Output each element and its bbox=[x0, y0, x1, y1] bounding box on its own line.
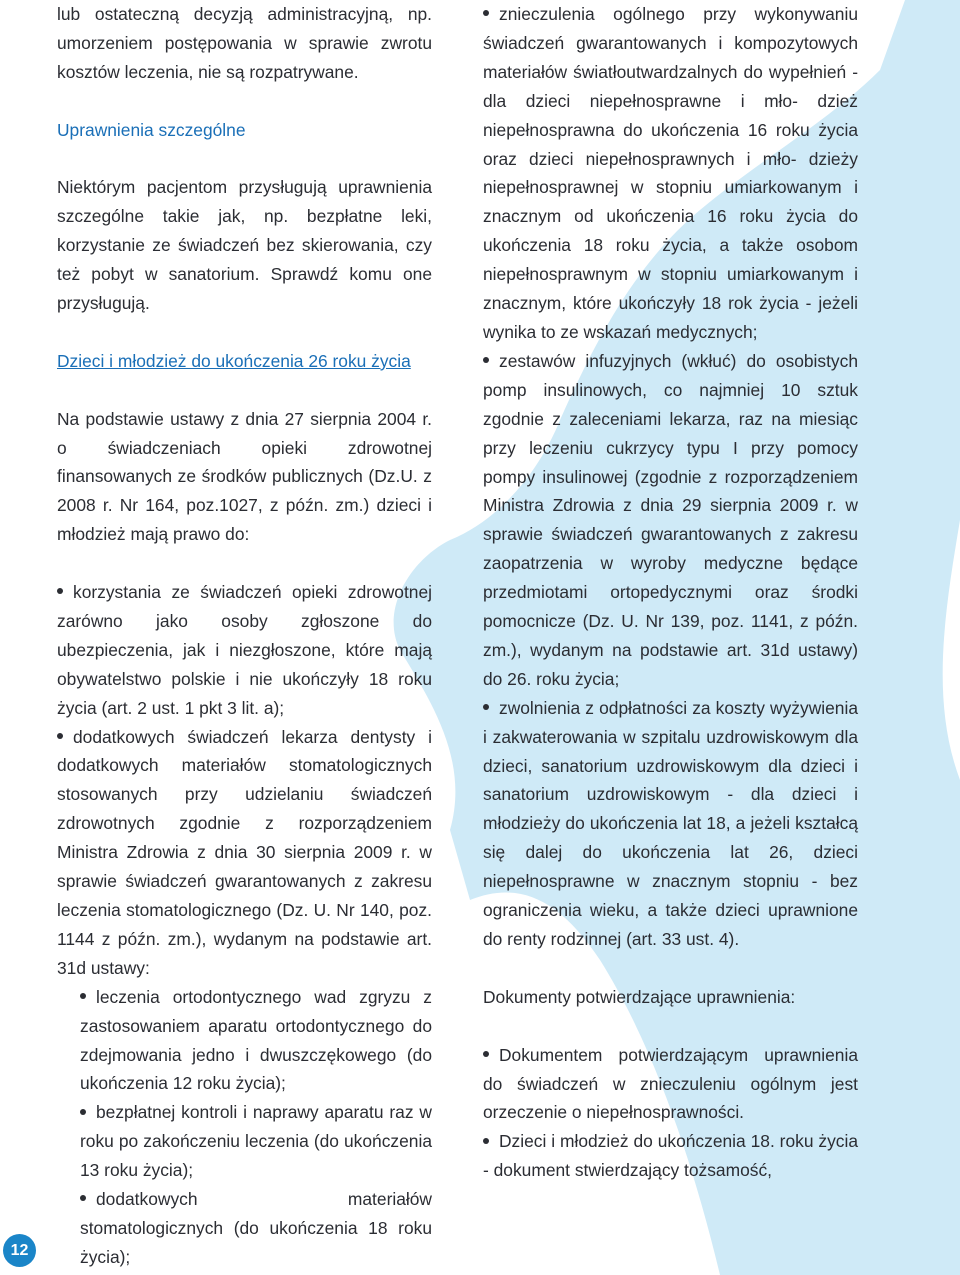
list-item-text: dodatkowych świadczeń lekarza dentysty i dodatkowych materiałów stomatologicznych stosowanych przy udzielaniu świadczeń zdrowotnych zgodnie z rozporządzeniem Ministra Zdrowia z dnia 30 sierpnia 2009 r. w sprawie świadczeń gwarantowanych z zakresu leczenia stomatologicznego (Dz. U. Nr 140, poz. 1144 z późn. zm.), wydanym na podstawie art. 31d ustawy: bbox=[57, 726, 432, 978]
list-item-text: leczenia ortodontycznego wad zgryzu z zastosowaniem aparatu ortodontycznego do zdejmowania jedno i dwuszczękowego (do ukończenia 12 roku życia); bbox=[80, 986, 432, 1094]
bullet-icon bbox=[80, 1195, 86, 1201]
list-item bbox=[483, 694, 858, 954]
bullet-icon bbox=[80, 1109, 86, 1115]
bullet-icon bbox=[483, 357, 489, 363]
list-item-text: zwolnienia z odpłatności za koszty wyżywienia i zakwaterowania w szpitalu uzdrowiskowym dla dzieci, sanatorium uzdrowiskowym dla dzieci i sanatorium uzdrowiskowym - dla dzieci i młodzieży do ukończenia lat 18, a jeżeli kształcą się dalej do ukończenia lat 26, dzieci niepełnosprawne w znacznym stopniu - bez ograniczenia wieku, a także dzieci uprawnione do renty rodzinnej (art. 33 ust. 4). bbox=[483, 697, 858, 949]
list-item-text: dodatkowych materiałów stomatologicznych (do ukończenia 18 roku życia); bbox=[80, 1189, 432, 1267]
list-item-text: Dokumentem potwierdzającym uprawnienia do świadczeń w znieczuleniu ogólnym jest orzeczenie o niepełnosprawności. bbox=[483, 1044, 858, 1123]
section-heading: Uprawnienia szczególne bbox=[57, 119, 246, 140]
list-item bbox=[483, 1041, 858, 1128]
bullet-icon bbox=[483, 704, 489, 710]
bullet-icon bbox=[57, 588, 63, 594]
subsection-link[interactable]: Dzieci i młodzież do ukończenia 26 roku życia bbox=[57, 350, 411, 371]
list-item-text: bezpłatnej kontroli i naprawy aparatu raz w roku po zakończeniu leczenia (do ukończenia 13 roku życia); bbox=[80, 1102, 432, 1181]
left-column bbox=[57, 0, 432, 1272]
list-item bbox=[57, 723, 432, 983]
right-column bbox=[483, 0, 858, 1185]
intro-paragraph-2: Niektórym pacjentom przysługują uprawnienia szczególne takie jak, np. bezpłatne leki, korzystanie ze świadczeń bez skierowania, czy też pobyt w sanatorium. Sprawdź komu one przysługują. bbox=[57, 177, 432, 314]
bullet-icon bbox=[57, 733, 63, 739]
list-item-text: Dzieci i młodzież do ukończenia 18. roku życia - dokument stwierdzający tożsamość, bbox=[483, 1131, 858, 1181]
page-number-badge: 12 bbox=[3, 1234, 36, 1267]
list-item bbox=[57, 578, 432, 723]
bullet-icon bbox=[483, 1051, 489, 1057]
list-item-text: znieczulenia ogólnego przy wykonywaniu świadczeń gwarantowanych i kompozytowych materiałów światłoutwardzalnych do wypełnień - dla dzieci niepełnosprawne i mło- dzież niepełnosprawna do ukończenia 16 roku życia oraz dzieci niepełnosprawnych i mło- dzieży niepełnosprawnej w stopniu umiarkowanym i znacznym od ukończenia 16 roku życia do ukończenia 18 roku życia, a także osobom niepełnosprawnym w stopniu umiarkowanym i znacznym, które ukończyły 18 rok życia - jeżeli wynika to ze wskazań medycznych; bbox=[483, 4, 858, 342]
sub-list-item bbox=[80, 1185, 432, 1272]
list-item bbox=[483, 347, 858, 694]
documents-heading: Dokumenty potwierdzające uprawnienia: bbox=[483, 986, 796, 1007]
bullet-icon bbox=[483, 10, 489, 16]
intro-paragraph: lub ostateczną decyzją administracyjną, np. umorzeniem postępowania w sprawie zwrotu kosztów leczenia, nie są rozpatrywane. bbox=[57, 4, 432, 82]
list-item-text: zestawów infuzyjnych (wkłuć) do osobistych pomp insulinowych, co najmniej 10 sztuk zgodnie z zaleceniami lekarza, raz na miesiąc przy leczeniu cukrzycy typu I przy pomocy pompy insulinowej (zgodnie z rozporządzeniem Ministra Zdrowia z dnia 29 sierpnia 2009 r. w sprawie świadczeń gwarantowanych z zakresu zaopatrzenia w wyroby medyczne będące przedmiotami ortopedycznymi oraz środki pomocnicze (Dz. U. Nr 139, poz. 1141, z późn. zm.), wydanym na podstawie art. 31d ustawy) do 26. roku życia; bbox=[483, 350, 858, 689]
legal-basis-paragraph: Na podstawie ustawy z dnia 27 sierpnia 2004 r. o świadczeniach opieki zdrowotnej finansowanych ze środków publicznych (Dz.U. z 2008 r. Nr 164, poz.1027, z późn. zm.) dzieci i młodzież mają prawo do: bbox=[57, 408, 432, 545]
list-item bbox=[483, 1127, 858, 1185]
bullet-icon bbox=[483, 1138, 489, 1144]
bullet-icon bbox=[80, 993, 86, 999]
list-item bbox=[483, 0, 858, 347]
sub-list-item bbox=[80, 1098, 432, 1185]
list-item-text: korzystania ze świadczeń opieki zdrowotnej zarówno jako osoby zgłoszone do ubezpieczenia, jak i niezgłoszone, które mają obywatelstwo polskie i nie ukończyły 18 roku życia (art. 2 ust. 1 pkt 3 lit. a); bbox=[57, 582, 432, 718]
sub-list-item bbox=[80, 983, 432, 1099]
